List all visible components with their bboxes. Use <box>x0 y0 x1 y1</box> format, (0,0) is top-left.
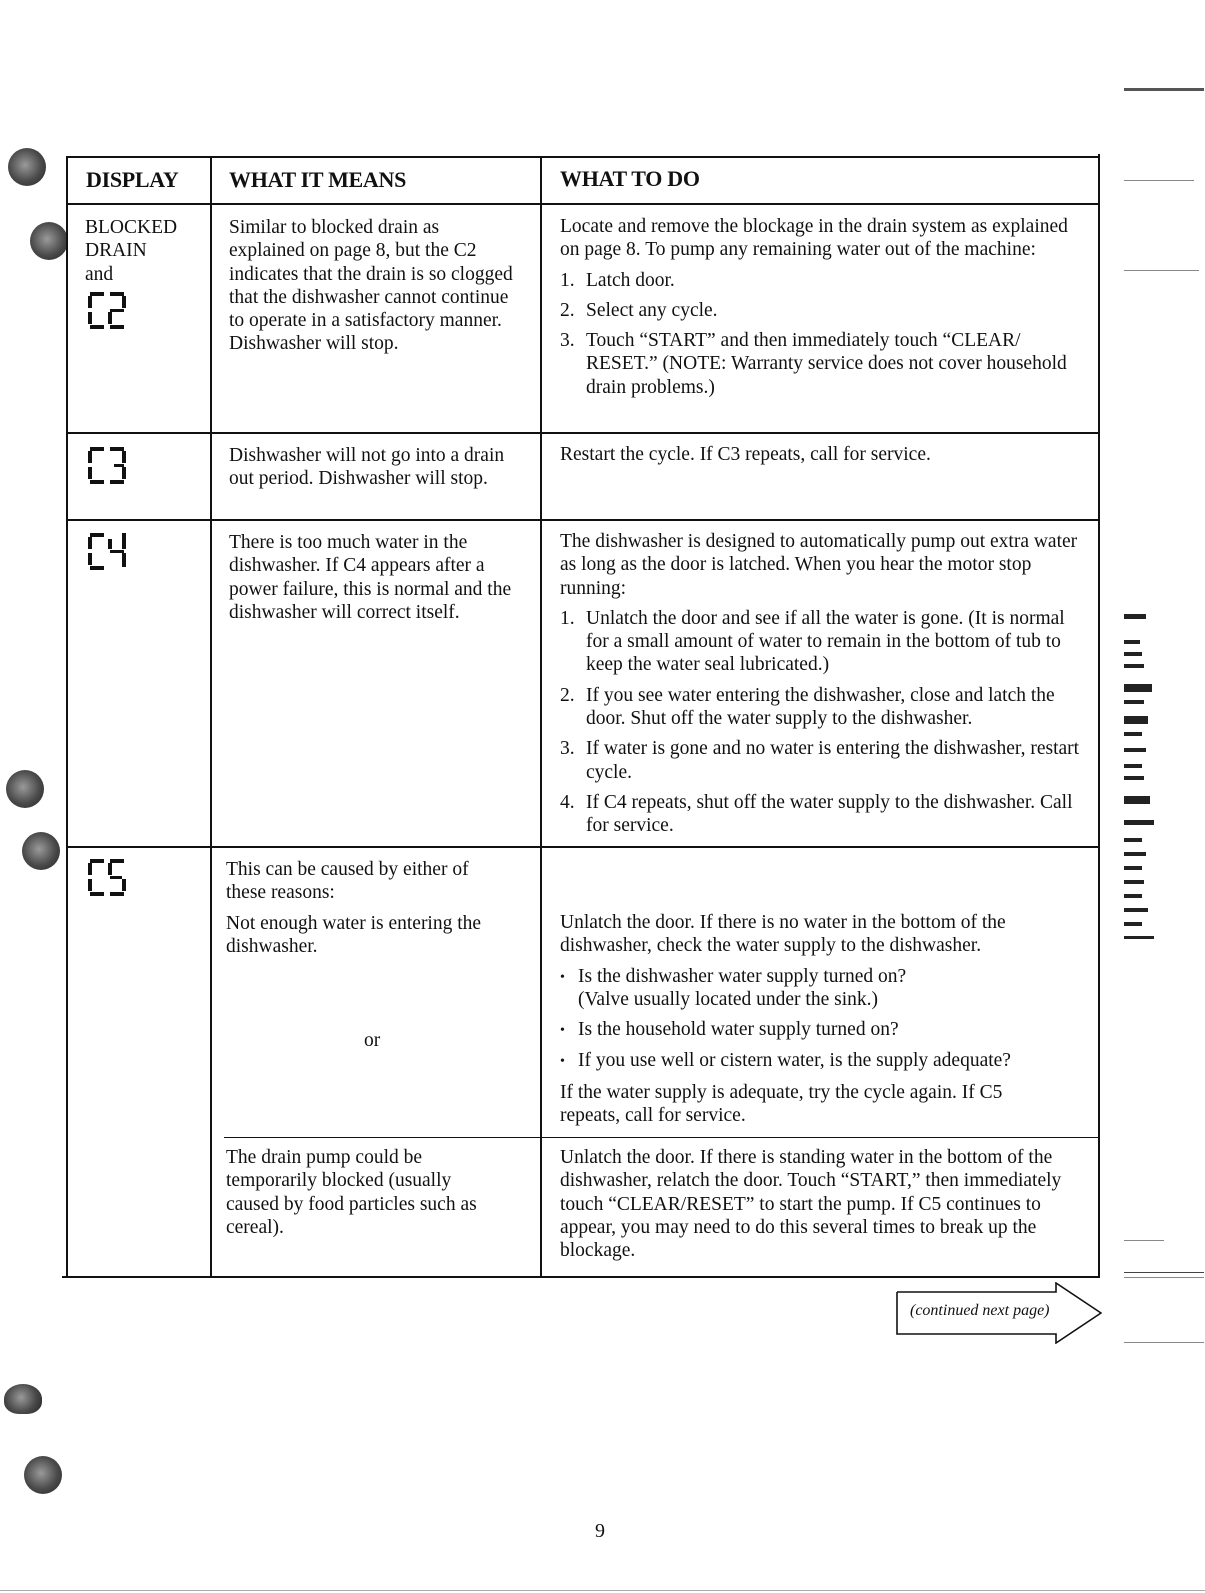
display-line: DRAIN <box>85 240 147 262</box>
list-item: 1. Unlatch the door and see if all the water is gone. (It is normal for a small amount of water to remain in the bottom of tub to keep the water seal lubricated.) <box>560 607 1065 676</box>
binder-hole <box>24 1456 62 1494</box>
scan-artifact <box>1124 88 1204 91</box>
scan-artifact <box>1124 180 1194 181</box>
seven-segment-c4-icon <box>86 531 132 573</box>
c5-what-to-do-1 <box>560 911 1095 1127</box>
margin-scan-marks <box>1124 600 1174 960</box>
scan-artifact <box>1124 1272 1204 1273</box>
binder-hole <box>6 770 44 808</box>
scan-artifact <box>1124 1277 1204 1278</box>
display-line: and <box>85 263 114 285</box>
seven-segment-c3-icon <box>86 445 132 487</box>
list-item: 3. Touch “START” and then immediately touch “CLEAR/ RESET.” (NOTE: Warranty service does not cover household drain problems.) <box>560 330 1067 398</box>
c5-display-code <box>86 857 132 899</box>
display-line: BLOCKED <box>85 217 178 238</box>
c5-meaning-intro: This can be caused by either of these reasons: <box>226 859 469 904</box>
c5-todo-outro: If the water supply is adequate, try the cycle again. If C5 repeats, call for service. <box>560 1081 1003 1127</box>
c2-what-to-do <box>560 215 1090 399</box>
table-border <box>66 432 1100 434</box>
c5-or: or <box>364 1030 381 1051</box>
list-item: 2. Select any cycle. <box>560 299 718 321</box>
list-item: • Is the household water supply turned on? <box>560 1019 899 1041</box>
header-what-to-do: WHAT TO DO <box>560 166 700 191</box>
scan-artifact <box>0 1590 1205 1591</box>
table-border <box>224 1137 1100 1138</box>
list-item: 1. Latch door. <box>560 269 675 291</box>
seven-segment-c2-icon <box>86 290 132 332</box>
table-border <box>66 156 68 1278</box>
header-what-it-means: WHAT IT MEANS <box>229 167 407 192</box>
binder-hole <box>4 1384 42 1414</box>
list-item: • Is the dishwasher water supply turned on? (Valve usually located under the sink.) <box>560 965 907 1010</box>
c5-meaning-1 <box>226 858 526 958</box>
table-border <box>66 846 1100 848</box>
binder-hole <box>8 148 46 186</box>
page-number: 9 <box>595 1520 605 1542</box>
table-border <box>66 156 1100 158</box>
continued-next-page: (continued next page) <box>910 1302 1050 1319</box>
binder-hole <box>22 832 60 870</box>
list-item: • If you use well or cistern water, is the supply adequate? <box>560 1050 1011 1072</box>
c2-display-code <box>86 290 132 332</box>
c5-meaning-2: The drain pump could be temporarily blocked (usually caused by food particles such as cereal). <box>226 1147 477 1238</box>
c3-meaning: Dishwasher will not go into a drain out period. Dishwasher will stop. <box>229 445 505 490</box>
scan-artifact <box>1124 1342 1204 1343</box>
c5-what-to-do-2: Unlatch the door. If there is standing water in the bottom of the dishwasher, relatch the door. Touch “START,” then immediately touch “CLEAR/RESET” to start the pump. If C5 continues to appear, you may need to do this several times to break up the blockage. <box>560 1147 1062 1262</box>
scan-artifact <box>1124 270 1199 271</box>
continued-arrow <box>896 1282 1102 1344</box>
table-border <box>62 1276 1100 1278</box>
c5-todo-intro: Unlatch the door. If there is no water in the bottom of the dishwasher, check the water supply to the dishwasher. <box>560 912 1006 957</box>
table-border <box>66 203 1100 205</box>
table-border <box>210 156 212 1278</box>
c3-what-to-do: Restart the cycle. If C3 repeats, call for service. <box>560 444 931 465</box>
scan-artifact <box>1124 1240 1164 1241</box>
c5-reason-1: Not enough water is entering the dishwasher. <box>226 912 482 957</box>
c4-what-to-do <box>560 530 1095 838</box>
binder-hole <box>30 222 68 260</box>
list-item: 4. If C4 repeats, shut off the water supply to the dishwasher. Call for service. <box>560 791 1073 837</box>
c4-todo-intro: The dishwasher is designed to automatically pump out extra water as long as the door is latched. When you hear the motor stop running: <box>560 531 1078 599</box>
c4-display-code <box>86 531 132 573</box>
table-border <box>1098 154 1100 1278</box>
c4-meaning: There is too much water in the dishwasher. If C4 appears after a power failure, this is normal and the dishwasher will correct itself. <box>229 532 512 623</box>
c3-display-code <box>86 445 132 487</box>
seven-segment-c5-icon <box>86 857 132 899</box>
table-border <box>66 519 1100 521</box>
header-display: DISPLAY <box>86 167 179 192</box>
c2-todo-intro: Locate and remove the blockage in the drain system as explained on page 8. To pump any remaining water out of the machine: <box>560 216 1068 261</box>
list-item: 2. If you see water entering the dishwasher, close and latch the door. Shut off the water supply to the dishwasher. <box>560 684 1055 730</box>
list-item: 3. If water is gone and no water is entering the dishwasher, restart cycle. <box>560 738 1080 783</box>
table-border <box>540 156 542 1278</box>
display-blocked-drain <box>85 216 205 286</box>
c2-meaning: Similar to blocked drain as explained on page 8, but the C2 indicates that the drain is so clogged that the dishwasher cannot continue to operate in a satisfactory manner. Dishwasher will stop. <box>229 217 513 355</box>
